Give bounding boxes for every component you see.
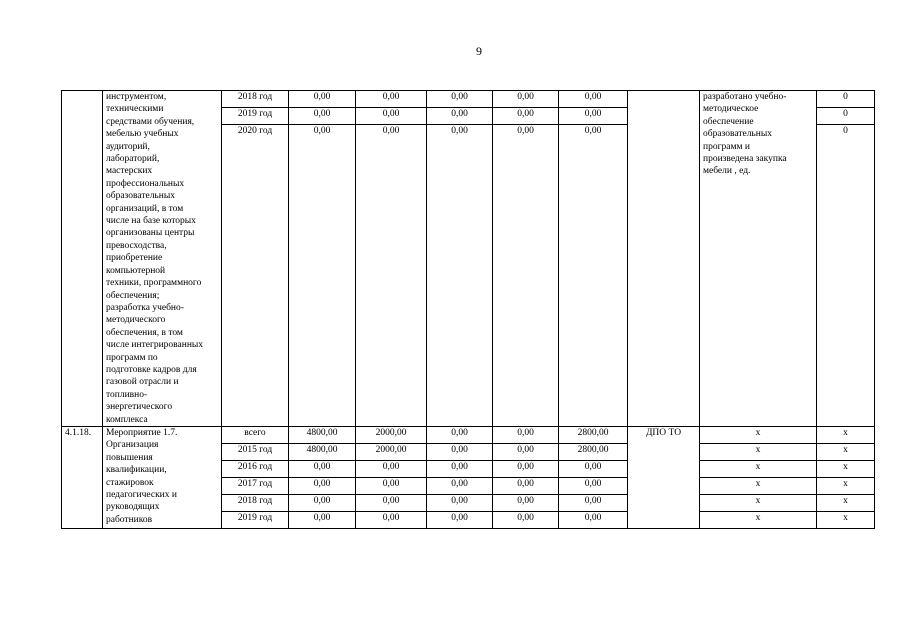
year-cell: 2018 год	[222, 494, 289, 511]
amount-cell: 0,00	[356, 108, 427, 125]
amount-cell: 0,00	[356, 91, 427, 108]
amount-cell: 0,00	[493, 494, 559, 511]
amount-cell: 0,00	[427, 443, 493, 460]
year-cell: 2020 год	[222, 125, 289, 427]
indicator-value: x	[817, 443, 875, 460]
year-cell: 2016 год	[222, 460, 289, 477]
amount-cell: 0,00	[289, 460, 356, 477]
year-cell: 2015 год	[222, 443, 289, 460]
amount-cell: 0,00	[559, 108, 628, 125]
indicator-value: x	[817, 494, 875, 511]
amount-cell: 0,00	[559, 477, 628, 494]
indicator-value: 0	[817, 108, 875, 125]
year-cell: 2019 год	[222, 108, 289, 125]
amount-cell: 0,00	[493, 460, 559, 477]
row-code: 4.1.18.	[62, 426, 103, 528]
table-row	[62, 91, 875, 108]
measures-table	[61, 90, 875, 529]
amount-cell: 0,00	[559, 125, 628, 427]
amount-cell: 4800,00	[289, 443, 356, 460]
amount-cell: 0,00	[493, 511, 559, 528]
amount-cell: 0,00	[493, 443, 559, 460]
year-cell: всего	[222, 426, 289, 443]
year-cell: 2018 год	[222, 91, 289, 108]
amount-cell: 0,00	[427, 511, 493, 528]
amount-cell: 0,00	[289, 108, 356, 125]
amount-cell: 0,00	[356, 511, 427, 528]
amount-cell: 0,00	[559, 494, 628, 511]
amount-cell: 2000,00	[356, 443, 427, 460]
amount-cell: 0,00	[356, 477, 427, 494]
year-cell: 2019 год	[222, 511, 289, 528]
amount-cell: 0,00	[493, 125, 559, 427]
amount-cell: 2800,00	[559, 443, 628, 460]
year-cell: 2017 год	[222, 477, 289, 494]
indicator-value: x	[817, 477, 875, 494]
result-cell: x	[700, 511, 817, 528]
activity-description: Мероприятие 1.7. Организация повышения квалификации, стажировок педагогических и руководящих работников	[103, 426, 222, 528]
indicator-value: x	[817, 426, 875, 443]
indicator-value: x	[817, 460, 875, 477]
amount-cell: 0,00	[289, 91, 356, 108]
amount-cell: 0,00	[493, 91, 559, 108]
amount-cell: 0,00	[289, 511, 356, 528]
indicator-value: 0	[817, 125, 875, 427]
amount-cell: 0,00	[427, 426, 493, 443]
amount-cell: 0,00	[559, 511, 628, 528]
amount-cell: 0,00	[493, 426, 559, 443]
amount-cell: 0,00	[427, 108, 493, 125]
activity-description: инструментом, техническими средствами обучения, мебелью учебных аудиторий, лабораторий, мастерских профессиональных образовательных организаций, в том числе на базе которых организованы центры превосходства, приобретение компьютерной техники, программного обеспечения; разработка учебно- методического обеспечения, в том числе интегрированных программ по подготовке кадров для газовой отрасли и топливно- энергетического комплекса	[103, 91, 222, 427]
amount-cell: 2800,00	[559, 426, 628, 443]
row-code	[62, 91, 103, 427]
amount-cell: 0,00	[289, 125, 356, 427]
amount-cell: 0,00	[427, 494, 493, 511]
amount-cell: 0,00	[289, 494, 356, 511]
amount-cell: 0,00	[427, 477, 493, 494]
result-cell: x	[700, 443, 817, 460]
result-cell: x	[700, 426, 817, 443]
amount-cell: 0,00	[427, 91, 493, 108]
amount-cell: 0,00	[427, 125, 493, 427]
amount-cell: 0,00	[559, 460, 628, 477]
amount-cell: 4800,00	[289, 426, 356, 443]
amount-cell: 0,00	[559, 91, 628, 108]
amount-cell: 0,00	[427, 460, 493, 477]
executor-cell	[628, 91, 700, 427]
result-indicator: разработано учебно- методическое обеспечение образовательных программ и произведена закупка мебели , ед.	[700, 91, 817, 427]
amount-cell: 2000,00	[356, 426, 427, 443]
page-number: 9	[476, 44, 482, 58]
indicator-value: x	[817, 511, 875, 528]
result-cell: x	[700, 477, 817, 494]
result-cell: x	[700, 494, 817, 511]
amount-cell: 0,00	[356, 494, 427, 511]
table-row	[62, 426, 875, 443]
amount-cell: 0,00	[493, 477, 559, 494]
amount-cell: 0,00	[289, 477, 356, 494]
amount-cell: 0,00	[356, 125, 427, 427]
result-cell: x	[700, 460, 817, 477]
amount-cell: 0,00	[493, 108, 559, 125]
indicator-value: 0	[817, 91, 875, 108]
executor-cell: ДПО ТО	[628, 426, 700, 528]
amount-cell: 0,00	[356, 460, 427, 477]
